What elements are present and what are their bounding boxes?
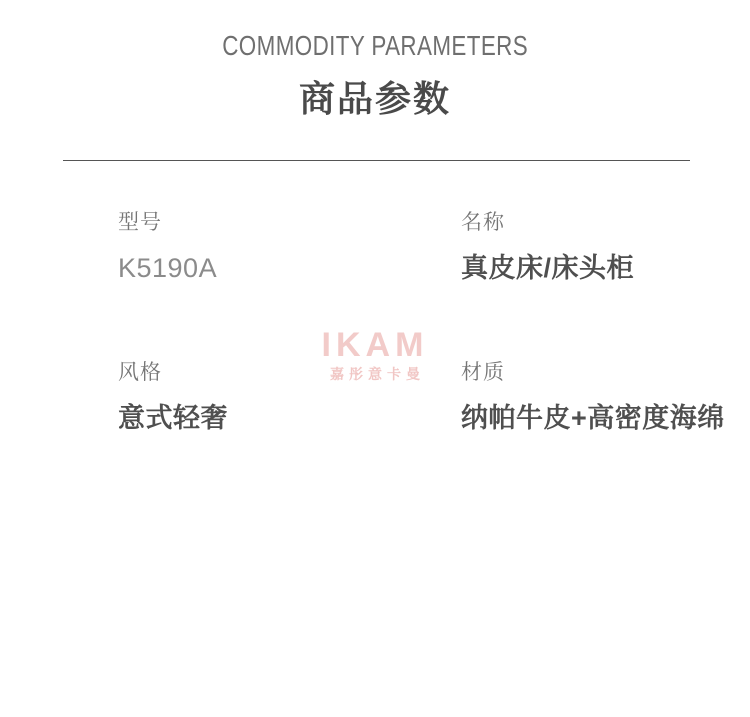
spec-value-material: 纳帕牛皮+高密度海绵 [461, 403, 725, 433]
spec-cell-material [461, 361, 725, 434]
watermark-brand-name: 嘉彤意卡曼 [329, 366, 425, 382]
spec-cell-name [461, 211, 634, 284]
watermark-logo-text: IKAM [321, 326, 429, 364]
section-subtitle-english-text: COMMODITY PARAMETERS [222, 30, 528, 61]
spec-label-name: 名称 [461, 211, 505, 234]
spec-label-material: 材质 [461, 361, 505, 384]
spec-value-model: K5190A [118, 253, 218, 283]
page-title: 商品参数 [298, 78, 451, 119]
spec-label-model: 型号 [118, 211, 162, 234]
divider-line [63, 160, 690, 161]
spec-value-name: 真皮床/床头柜 [461, 253, 635, 283]
spec-value-style: 意式轻奢 [118, 403, 228, 433]
spec-cell-model [118, 211, 217, 284]
spec-label-style: 风格 [118, 361, 162, 384]
spec-cell-style [118, 361, 228, 434]
section-subtitle-english [0, 32, 750, 60]
brand-watermark [321, 326, 429, 382]
